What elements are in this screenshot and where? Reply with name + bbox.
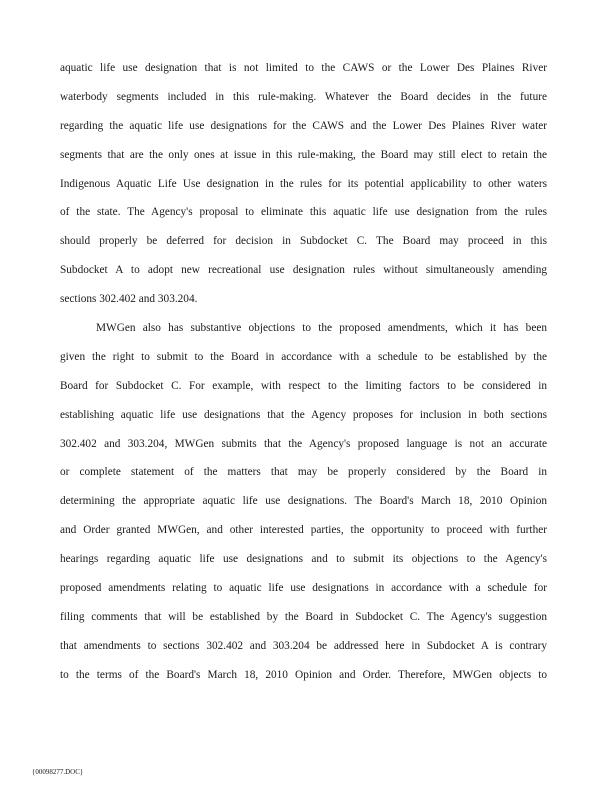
text-line: MWGen also has substantive objections to the proposed amendments, which it has been [96,322,547,335]
text-line: Board for Subdocket C. For example, with respect to the limiting factors to be considered in [60,379,547,392]
text-line: should properly be deferred for decision in Subdocket C. The Board may proceed in this [60,235,547,248]
paragraph-2 [60,314,547,690]
text-line: proposed amendments relating to aquatic life use designations in accordance with a schedule for [60,582,547,595]
text-line: of the state. The Agency's proposal to eliminate this aquatic life use designation from the rules [60,206,547,219]
document-footer-id: {00098277.DOC} [32,768,84,776]
text-line: Indigenous Aquatic Life Use designation in the rules for its potential applicability to other waters [60,177,547,190]
text-line: and Order granted MWGen, and other interested parties, the opportunity to proceed with further [60,524,547,537]
text-line: regarding the aquatic life use designations for the CAWS and the Lower Des Plaines River water [60,119,547,132]
text-line: determining the appropriate aquatic life use designations. The Board's March 18, 2010 Opinion [60,495,547,508]
text-line: establishing aquatic life use designations that the Agency proposes for inclusion in both sections [60,408,547,421]
text-line: 302.402 and 303.204, MWGen submits that the Agency's proposed language is not an accurate [60,437,547,450]
text-line: segments that are the only ones at issue in this rule-making, the Board may still elect to retain the [60,148,547,161]
text-line: to the terms of the Board's March 18, 2010 Opinion and Order. Therefore, MWGen objects to [60,668,547,681]
text-line: aquatic life use designation that is not limited to the CAWS or the Lower Des Plaines River [60,62,547,74]
text-line: hearings regarding aquatic life use designations and to submit its objections to the Agency's [60,553,547,566]
text-line: given the right to submit to the Board in accordance with a schedule to be established by the [60,350,547,363]
text-line: that amendments to sections 302.402 and 303.204 be addressed here in Subdocket A is contrary [60,639,547,652]
text-line: Subdocket A to adopt new recreational use designation rules without simultaneously amending [60,264,547,277]
text-line: sections 302.402 and 303.204. [60,293,198,306]
text-line: waterbody segments included in this rule-making. Whatever the Board decides in the future [60,90,547,103]
text-line: filing comments that will be established by the Board in Subdocket C. The Agency's suggestion [60,610,547,623]
paragraph-1 [60,54,547,314]
body-text [60,54,547,690]
text-line: or complete statement of the matters that may be properly considered by the Board in [60,466,547,479]
